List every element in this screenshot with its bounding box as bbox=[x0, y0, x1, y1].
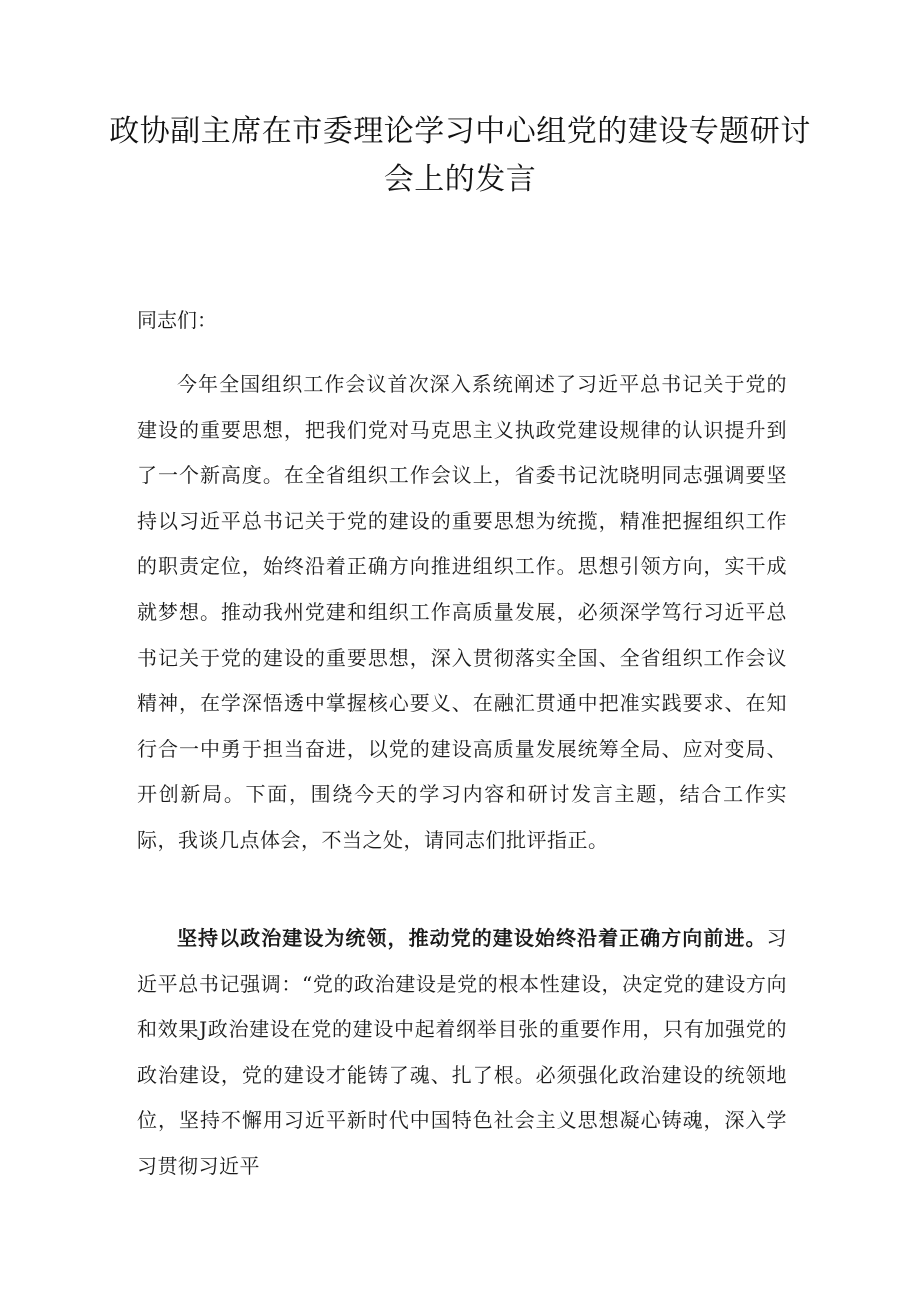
document-title bbox=[100, 108, 820, 204]
body-paragraph-2 bbox=[137, 916, 787, 1190]
body-paragraph-1: 今年全国组织工作会议首次深入系统阐述了习近平总书记关于党的建设的重要思想，把我们党对马克思主义执政党建设规律的认识提升到了一个新高度。在全省组织工作会议上，省委书记沈晓明同志强调要坚持以习近平总书记关于党的建设的重要思想为统揽，精准把握组织工作的职责定位，始终沿着正确方向推进组织工作。思想引领方向，实干成就梦想。推动我州党建和组织工作高质量发展，必须深学笃行习近平总书记关于党的建设的重要思想，深入贯彻落实全国、全省组织工作会议精神，在学深悟透中掌握核心要义、在融汇贯通中把准实践要求、在知行合一中勇于担当奋进，以党的建设高质量发展统筹全局、应对变局、开创新局。下面，围绕今天的学习内容和研讨发言主题，结合工作实际，我谈几点体会，不当之处，请同志们批评指正。 bbox=[137, 372, 787, 852]
section-body-text: 习近平总书记强调：“党的政治建设是党的根本性建设，决定党的建设方向和效果J政治建设在党的建设中起着纲举目张的重要作用，只有加强党的政治建设，党的建设才能铸了魂、扎了根。必须强化政治建设的统领地位，坚持不懈用习近平新时代中国特色社会主义思想凝心铸魂，深入学习贯彻习近平 bbox=[137, 926, 787, 1178]
title-line-2: 会上的发言 bbox=[383, 162, 537, 197]
title-line-1: 政协副主席在市委理论学习中心组党的建设专题研讨 bbox=[109, 114, 811, 149]
section-heading: 坚持以政治建设为统领，推动党的建设始终沿着正确方向前进。 bbox=[177, 926, 767, 950]
salutation: 同志们： bbox=[137, 308, 217, 332]
